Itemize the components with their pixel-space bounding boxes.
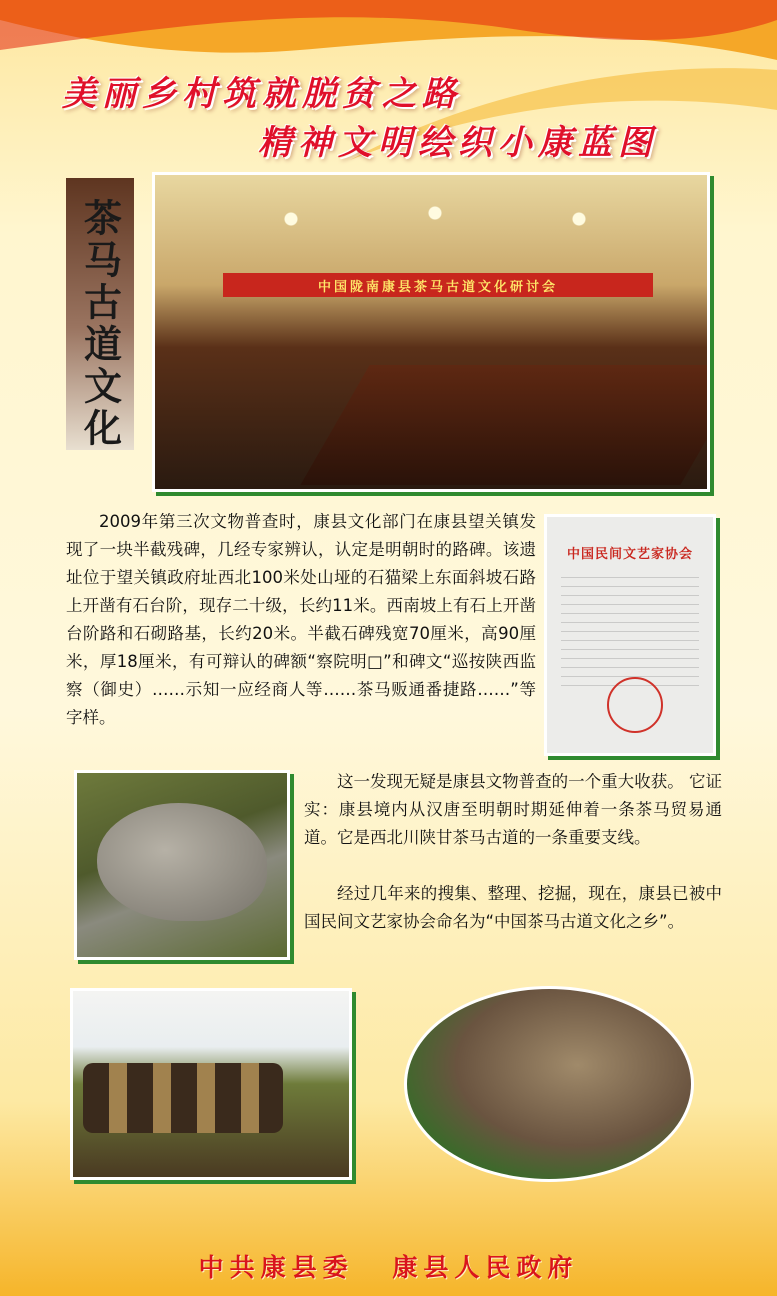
stone-tablet [97,803,267,921]
section-title: 茶马古道文化 [77,198,123,450]
document-text-lines [561,577,699,687]
conference-table [300,365,710,485]
headline-line-1: 美丽乡村筑就脱贫之路 [62,74,462,114]
document-header: 中国民间文艺家协会 [566,547,693,562]
article-paragraph-3: 经过几年来的搜集、整理、挖掘，现在，康县已被中国民间文艺家协会命名为“中国茶马古道文化之乡”。 [304,884,722,931]
cliff-road-photo [404,986,694,1182]
ceiling-lights [195,195,675,255]
pack-horses [83,1063,283,1133]
document-seal [607,677,663,733]
meeting-photo [152,172,710,492]
article-paragraph-1: 2009年第三次文物普查时，康县文化部门在康县望关镇发现了一块半截残碑，几经专家辨认，认定是明朝时的路碑。该遗址位于望关镇政府址西北100米处山垭的石猫梁上东面斜坡石路上开凿有石台阶，现存二十级，长约11米。西南坡上有石上开凿台阶路和石砌路基，长约20米。半截石碑残宽70厘米，高90厘米，厚18厘米，有可辩认的碑额“察院明□”和碑文“巡按陕西监察（御史）……示知一应经商人等……茶马贩通番捷路……”等字样。 [66,512,536,727]
headline-line-2: 精神文明绘织小康蓝图 [258,123,658,163]
footer-org-2: 康县人民政府 [392,1253,579,1282]
meeting-banner: 中国陇南康县茶马古道文化研讨会 [223,273,653,297]
footer [0,1248,777,1288]
horse-caravan-photo [70,988,352,1180]
footer-org-1: 中共康县委 [198,1253,354,1282]
document-photo [544,514,716,756]
stele-photo [74,770,290,960]
section-title-panel [66,178,134,450]
article-paragraph-2: 这一发现无疑是康县文物普查的一个重大收获。 它证实：康县境内从汉唐至明朝时期延伸着一条茶马贸易通道。它是西北川陕甘茶马古道的一条重要支线。 [304,772,722,847]
